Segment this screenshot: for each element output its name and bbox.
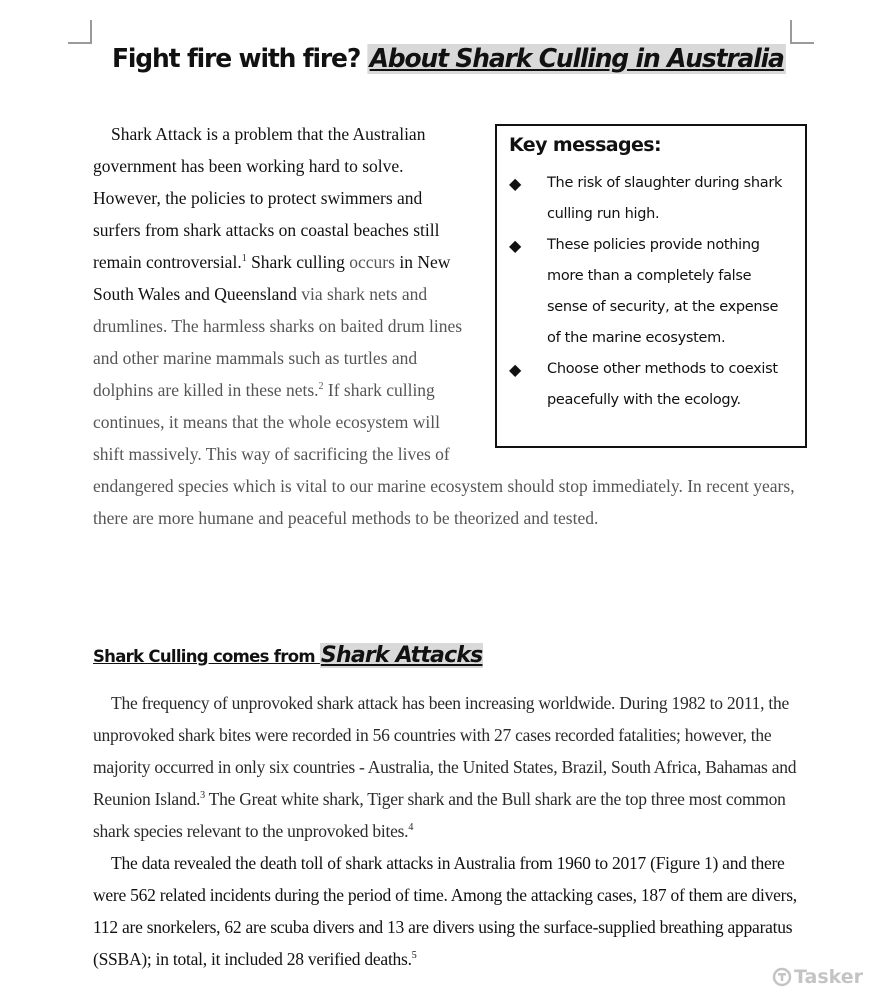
footnote-ref-2[interactable]: 2: [318, 381, 324, 393]
key-message-item: [509, 354, 793, 416]
intro-sentence-2b: occurs: [349, 252, 395, 272]
body-paragraph-1: [93, 687, 805, 847]
section-heading-plain: Shark Culling comes from: [93, 647, 320, 666]
diamond-bullet-icon: ◆: [509, 236, 522, 255]
body-paragraph-2: [93, 847, 805, 975]
intro-sentence-2d: via shark nets and drumlines. The harmless sharks on baited drum lines and other marine mammals such as turtles and dolphins are killed in these nets.: [93, 284, 463, 400]
section-heading: [93, 640, 483, 668]
title-plain: Fight fire with fire?: [112, 44, 368, 74]
paragraph-1-text-b: The Great white shark, Tiger shark and the Bull shark are the top three most common shark species relevant to the unprovoked bites.: [93, 789, 786, 841]
key-messages-list: [509, 168, 793, 416]
footnote-ref-1[interactable]: 1: [241, 253, 247, 265]
footnote-ref-4[interactable]: 4: [408, 822, 414, 834]
key-message-text: Choose other methods to coexist peacefully with the ecology.: [547, 361, 778, 408]
key-message-text: The risk of slaughter during shark culling run high.: [547, 175, 783, 222]
tasker-logo-icon: [772, 967, 792, 987]
footnote-ref-3[interactable]: 3: [200, 790, 205, 802]
diamond-bullet-icon: ◆: [509, 174, 522, 193]
paragraph-1-text-a: The frequency of unprovoked shark attack has been increasing worldwide. During 1982 to 2011, the unprovoked shark bites were recorded in 56 countries with 27 cases recorded fatalities; however, the majority occurred in only six countries - Australia, the United States, Brazil, South Africa, Bahamas and Reunion Island.: [93, 693, 797, 809]
title-highlight: About Shark Culling in Australia: [369, 44, 784, 74]
tasker-watermark: [772, 966, 863, 988]
paragraph-2-text: The data revealed the death toll of shark attacks in Australia from 1960 to 2017 (Figure 1) and there were 562 related incidents during the period of time. Among the attacking cases, 187 of them are divers, 112 are snorkelers, 62 are scuba divers and 13 are divers using the surface-supplied breathing apparatus (SSBA); in total, it included 28 verified deaths.: [93, 853, 797, 969]
intro-sentence-2c: in New South Wales and Queensland: [93, 252, 451, 304]
key-messages-title: Key messages:: [509, 134, 661, 156]
key-message-item: [509, 230, 793, 354]
page-corner-mark-right: [790, 20, 814, 44]
key-message-item: [509, 168, 793, 230]
page-corner-mark-left: [68, 20, 92, 44]
watermark-text: Tasker: [794, 966, 864, 988]
section-heading-highlight: Shark Attacks: [320, 643, 483, 668]
document-title: [112, 44, 786, 74]
intro-sentence-3: If shark culling continues, it means that the whole ecosystem will shift massively. This way of sacrificing the lives of endangered species which is vital to our marine ecosystem should stop immediately. In recent years, there are more humane and peaceful methods to be theorized and tested.: [93, 380, 795, 528]
key-message-text: These policies provide nothing more than a completely false sense of security, at the expense of the marine ecosystem.: [547, 237, 779, 346]
intro-paragraph: [93, 118, 805, 534]
diamond-bullet-icon: ◆: [509, 360, 522, 379]
key-messages-box: [495, 124, 807, 448]
intro-sentence-1: Shark Attack is a problem that the Australian government has been working hard to solve. However, the policies to protect swimmers and surfers from shark attacks on coastal beaches still remain controversial.: [93, 124, 440, 272]
intro-sentence-2a: Shark culling: [246, 252, 350, 272]
footnote-ref-5[interactable]: 5: [411, 950, 417, 962]
